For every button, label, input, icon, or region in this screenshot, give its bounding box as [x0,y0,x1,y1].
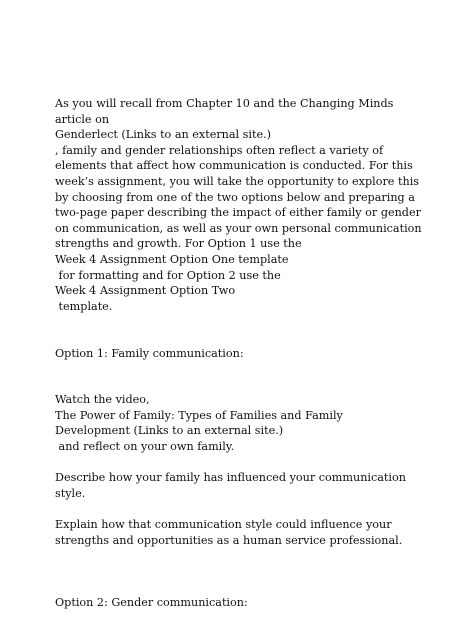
blank-line [55,361,445,377]
text-line: strengths and growth. For Option 1 use the [55,237,302,251]
text-line: Describe how your family has influenced your communication [55,471,406,485]
blank-line [55,314,445,330]
blank-line [55,579,445,595]
text-line: Genderlect (Links to an external site.) [55,128,272,142]
text-line: Development (Links to an external site.) [55,424,284,438]
blank-line [55,501,445,517]
text-line: elements that affect how communication is conducted. For this [55,159,413,173]
text-line: Week 4 Assignment Option Two [55,284,236,298]
text-line: Explain how that communication style could influence your [55,518,392,532]
text-line: for formatting and for Option 2 use the [55,268,281,282]
text-line: week’s assignment, you will take the opportunity to explore this [55,174,420,188]
text-line: As you will recall from Chapter 10 and the Changing Minds [55,97,394,110]
text-line: template. [55,299,113,313]
text-line: two-page paper describing the impact of either family or gender [55,206,421,220]
text-line: and reflect on your own family. [55,440,235,454]
text-line: , family and gender relationships often reflect a variety of [55,143,384,157]
text-line: The Power of Family: Types of Families and Family [55,408,343,422]
text-line: Week 4 Assignment Option One template [55,252,289,266]
blank-line [55,455,445,471]
document-body [55,96,445,611]
text-line: on communication, as well as your own personal communication [55,221,422,235]
text-line: Watch the video, [55,393,150,407]
text-line: article on [55,112,110,126]
blank-line [55,330,445,346]
blank-line [55,377,445,393]
text-line: by choosing from one of the two options below and preparing a [55,190,415,204]
blank-line [55,564,445,580]
section-heading: Option 1: Family communication: [55,346,244,360]
text-line: style. [55,486,86,500]
section-heading: Option 2: Gender communication: [55,596,248,609]
blank-line [55,548,445,564]
text-line: strengths and opportunities as a human service professional. [55,533,403,547]
